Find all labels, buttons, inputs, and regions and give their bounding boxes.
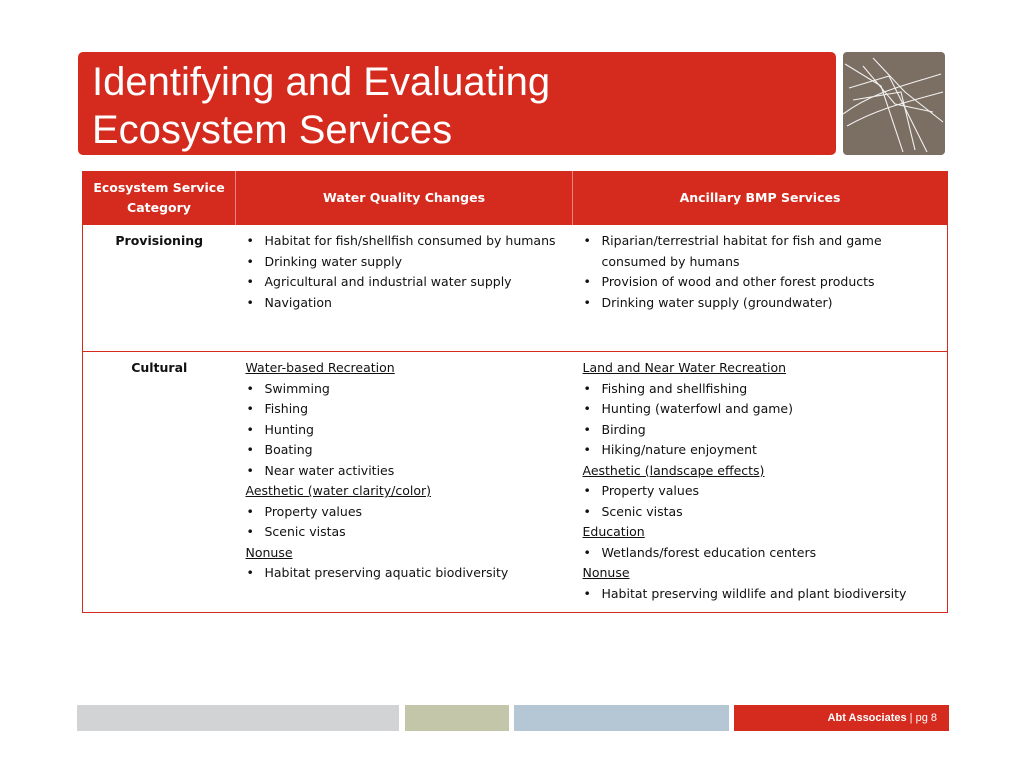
list-item: • Agricultural and industrial water supply: [246, 272, 563, 293]
footer-page-number: pg 8: [915, 712, 937, 724]
logo-graphic: [843, 52, 945, 155]
header-water-quality: Water Quality Changes: [236, 172, 573, 225]
subheading: Nonuse: [245, 544, 293, 560]
water-quality-cell: [236, 352, 573, 613]
header-ancillary: Ancillary BMP Services: [573, 172, 948, 225]
header-category: Ecosystem Service Category: [83, 172, 236, 225]
list-item: • Birding: [583, 420, 938, 441]
subheading: Education: [582, 524, 645, 539]
list-item: • Provision of wood and other forest products: [583, 272, 938, 293]
list-item: • Habitat preserving aquatic biodiversity: [246, 563, 563, 584]
list-item: • Swimming: [246, 379, 563, 400]
category-cell: Provisioning: [83, 225, 236, 352]
subheading: Water-based Recreation: [245, 360, 395, 375]
bullet-list: [583, 379, 938, 461]
list-item: • Wetlands/forest education centers: [583, 543, 938, 564]
footer-bar-blue: [514, 705, 729, 731]
list-item: • Scenic vistas: [583, 502, 938, 523]
table-header-row: [83, 172, 948, 225]
bullet-list: [246, 563, 563, 584]
slide-title-line-1: Identifying and Evaluating: [92, 60, 551, 104]
list-item: • Property values: [246, 502, 563, 523]
bullet-list: [246, 231, 563, 313]
list-item: • Navigation: [246, 293, 563, 314]
water-quality-cell: [236, 225, 573, 352]
ancillary-cell: [573, 352, 948, 613]
footer-bar-gray: [77, 705, 399, 731]
bullet-list: [583, 584, 938, 605]
list-item: • Boating: [246, 440, 563, 461]
footer-text: [828, 711, 937, 725]
abt-logo-icon: [843, 52, 945, 155]
ancillary-cell: [573, 225, 948, 352]
footer-bar-red: [734, 705, 949, 731]
list-item: • Hunting: [246, 420, 563, 441]
bullet-list: [583, 231, 938, 313]
list-item: • Scenic vistas: [246, 522, 563, 543]
bullet-list: [583, 543, 938, 564]
subheading: Aesthetic (water clarity/color): [245, 483, 432, 498]
table-row-provisioning: [83, 225, 948, 352]
list-item: • Habitat for fish/shellfish consumed by humans: [246, 231, 563, 252]
bullet-list: [246, 379, 563, 482]
footer-separator: |: [906, 712, 916, 724]
subheading: Aesthetic (landscape effects): [582, 462, 765, 478]
list-item: • Riparian/terrestrial habitat for fish and game consumed by humans: [583, 231, 938, 272]
footer-bar-olive: [405, 705, 509, 731]
list-item: • Drinking water supply (groundwater): [583, 293, 938, 314]
subheading: Land and Near Water Recreation: [582, 360, 787, 375]
bullet-list: [583, 481, 938, 522]
title-banner: [78, 52, 836, 155]
list-item: • Drinking water supply: [246, 252, 563, 273]
list-item: • Near water activities: [246, 461, 563, 482]
list-item: • Property values: [583, 481, 938, 502]
ecosystem-services-table: [82, 171, 948, 613]
slide-title-line-2: Ecosystem Services: [92, 108, 453, 152]
slide-title: [78, 52, 836, 160]
list-item: • Fishing: [246, 399, 563, 420]
category-cell: Cultural: [83, 352, 236, 613]
bullet-list: [246, 502, 563, 543]
list-item: • Hiking/nature enjoyment: [583, 440, 938, 461]
subheading: Nonuse: [582, 565, 630, 580]
list-item: • Habitat preserving wildlife and plant biodiversity: [583, 584, 938, 605]
table-row-cultural: [83, 352, 948, 613]
footer-company: Abt Associates: [827, 712, 907, 724]
list-item: • Fishing and shellfishing: [583, 379, 938, 400]
list-item: • Hunting (waterfowl and game): [583, 399, 938, 420]
